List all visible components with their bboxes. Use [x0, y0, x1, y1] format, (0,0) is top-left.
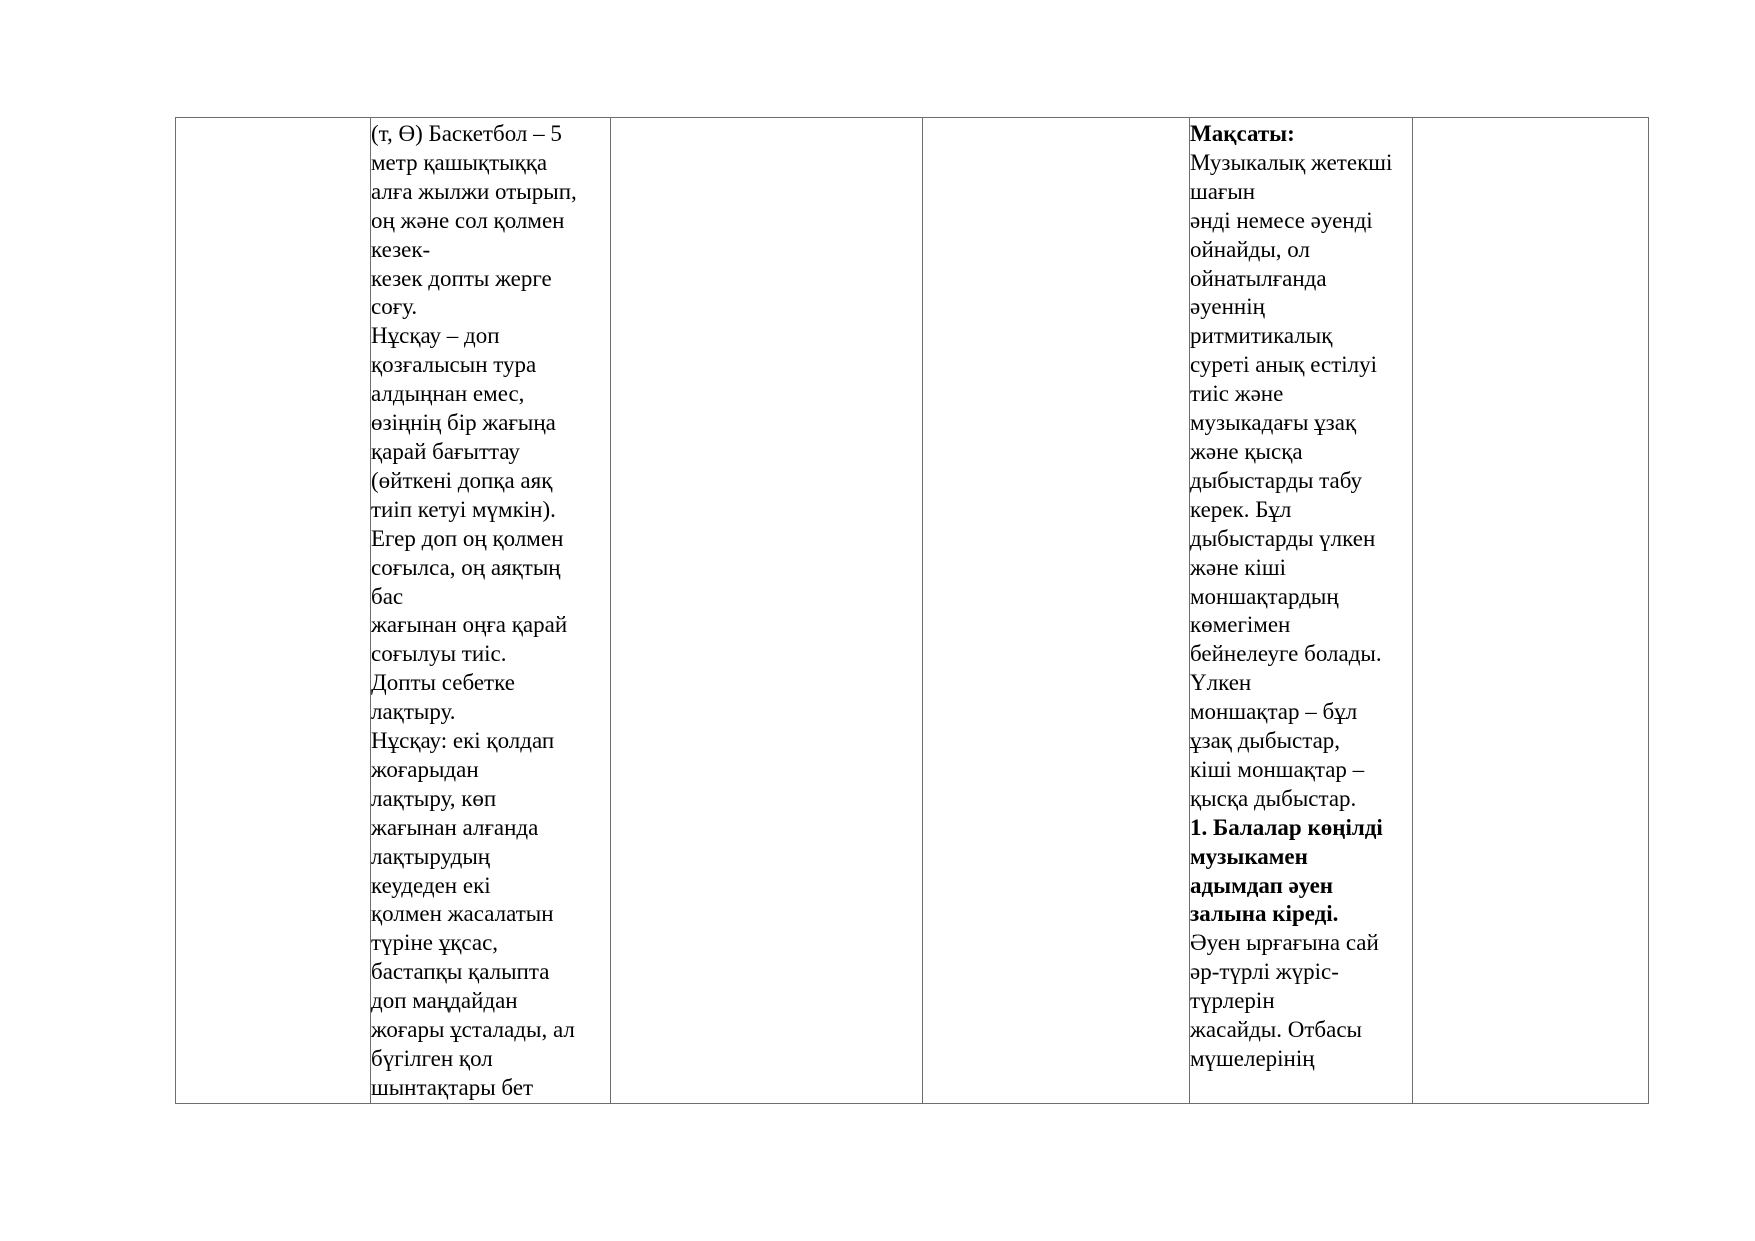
text-line: және қысқа: [1190, 438, 1303, 464]
text-line: Нұсқау – доп: [371, 323, 500, 349]
text-line: әуеннің: [1190, 294, 1265, 320]
text-line: қолмен жасалатын: [371, 901, 554, 927]
text-line: залына кіреді.: [1190, 901, 1339, 927]
text-line: әнді немесе әуенді: [1190, 207, 1373, 233]
cell-text-block: [1190, 120, 1412, 1074]
text-line: кезек допты жерге: [371, 265, 552, 291]
text-line: алдыңнан емес,: [371, 381, 525, 407]
text-line: музыкамен: [1190, 843, 1308, 869]
text-line: ритмитикалық: [1190, 323, 1333, 349]
text-line: бейнелеуге болады.: [1190, 641, 1382, 667]
text-line: соғылуы тиіс.: [371, 641, 507, 667]
table-cell-2-basketball-instructions: [371, 118, 611, 1104]
text-line: өзіңнің бір жағыңа: [371, 410, 556, 436]
text-line: бастапқы қалыпта: [371, 959, 550, 985]
text-line: түріне ұқсас,: [371, 930, 499, 956]
table-cell-4: [923, 118, 1190, 1104]
text-line: дыбыстарды табу: [1190, 467, 1363, 493]
text-line: лақтыру, көп: [371, 785, 497, 811]
text-line: жоғары ұсталады, ал: [371, 1017, 575, 1043]
text-line: бүгілген қол: [371, 1046, 493, 1071]
table-cell-3: [611, 118, 923, 1104]
text-line: түрлерін: [1190, 988, 1275, 1014]
text-line: кеудеден екі: [371, 872, 491, 898]
text-line: бас: [371, 583, 404, 609]
text-line: музыкадағы ұзақ: [1190, 410, 1357, 436]
text-line: Нұсқау: екі қолдап: [371, 728, 555, 754]
text-line: (т, Ө) Баскетбол – 5: [371, 121, 562, 146]
table-row: [176, 118, 1649, 1104]
text-line: Музыкалық жетекші: [1190, 149, 1393, 175]
text-line: көмегімен: [1190, 612, 1291, 638]
text-line: ойнатылғанда: [1190, 265, 1327, 291]
text-line: метр қашықтыққа: [371, 149, 548, 175]
text-line: және кіші: [1190, 554, 1287, 580]
text-line: Допты себетке: [371, 670, 515, 696]
table-cell-5-music-activity: [1190, 118, 1413, 1104]
text-line: кіші моншақтар –: [1190, 756, 1365, 782]
text-line: ойнайды, ол: [1190, 236, 1310, 262]
text-line: адымдап әуен: [1190, 872, 1334, 898]
text-line: кезек-: [371, 236, 431, 262]
text-line: керек. Бұл: [1190, 496, 1292, 522]
text-line: доп маңдайдан: [371, 988, 518, 1014]
text-line: соғылса, оң аяқтың: [371, 554, 561, 580]
text-line: дыбыстарды үлкен: [1190, 525, 1376, 551]
text-line: әр-түрлі жүріс-: [1190, 959, 1339, 985]
text-line: тиіс және: [1190, 381, 1284, 407]
text-line: (өйткені допқа аяқ: [371, 467, 553, 493]
text-line: ұзақ дыбыстар,: [1190, 728, 1341, 754]
text-line: жағынан оңға қарай: [371, 612, 568, 638]
text-line: жоғарыдан: [371, 756, 479, 782]
text-line: шынтақтары бет: [371, 1074, 534, 1100]
text-line: Егер доп оң қолмен: [371, 525, 564, 551]
text-line: шағын: [1190, 178, 1256, 204]
text-line: соғу.: [371, 294, 418, 320]
table-cell-6: [1413, 118, 1649, 1104]
text-line: оң және сол қолмен: [371, 207, 565, 233]
table-cell-1: [176, 118, 371, 1104]
text-line: қарай бағыттау: [371, 438, 520, 464]
text-line: мүшелерінің: [1190, 1046, 1315, 1071]
text-line: алға жылжи отырып,: [371, 178, 577, 204]
text-line: қысқа дыбыстар.: [1190, 785, 1357, 811]
text-line: Мақсаты:: [1190, 121, 1295, 146]
text-line: Үлкен: [1190, 670, 1252, 696]
text-line: 1. Балалар көңілді: [1190, 814, 1383, 840]
text-line: моншақтардың: [1190, 583, 1339, 609]
text-line: қозғалысын тура: [371, 352, 537, 378]
text-line: тиіп кетуі мүмкін).: [371, 496, 556, 522]
text-line: лақтырудың: [371, 843, 491, 869]
text-line: моншақтар – бұл: [1190, 699, 1358, 725]
text-line: жасайды. Отбасы: [1190, 1017, 1362, 1043]
cell-text-block: [371, 120, 610, 1103]
text-line: суреті анық естілуі: [1190, 352, 1377, 378]
text-line: лақтыру.: [371, 699, 456, 725]
text-line: жағынан алғанда: [371, 814, 539, 840]
text-line: Әуен ырғағына сай: [1190, 930, 1379, 956]
lesson-plan-table: [175, 117, 1649, 1104]
